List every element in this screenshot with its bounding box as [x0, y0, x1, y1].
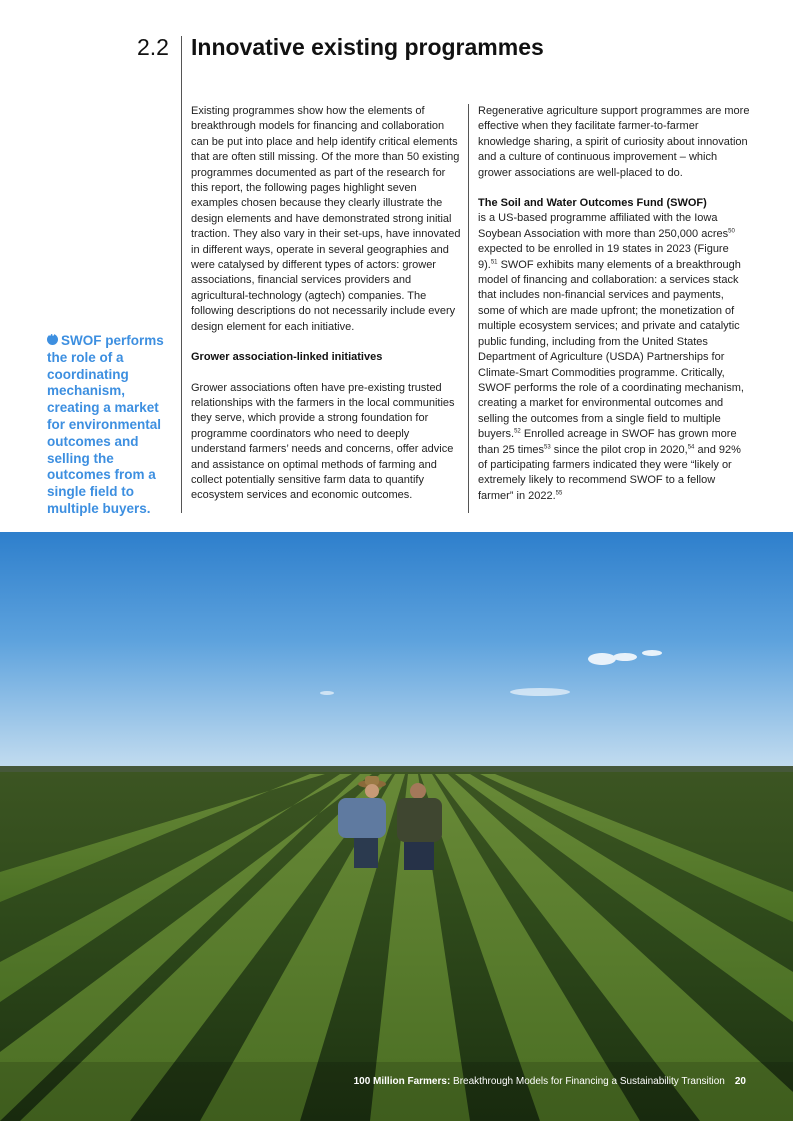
pull-quote — [47, 333, 169, 518]
footer-title: Breakthrough Models for Financing a Sustainability Transition — [450, 1076, 725, 1087]
body-column-2 — [478, 104, 750, 504]
footnote-ref[interactable]: 52 — [514, 428, 521, 435]
footnote-ref[interactable]: 51 — [490, 259, 498, 265]
regenerative-paragraph: Regenerative agriculture support programmes are more effective when they facilitate farmer-to-farmer knowledge sharing, a spirit of curiosity about innovation and a culture of continuous improvement – which grower associations are well-placed to do. — [478, 105, 750, 179]
body-column-1 — [191, 104, 461, 504]
section-number: 2.2 — [137, 34, 169, 60]
pull-quote-text: SWOF performs the role of a coordinating mechanism, creating a market for environmental outcomes and selling the outcomes from a single field to multiple buyers. — [47, 333, 164, 516]
page-number: 20 — [734, 1076, 746, 1087]
page-footer — [354, 1076, 746, 1087]
footnote-ref[interactable]: 53 — [544, 443, 551, 450]
footnote-ref[interactable]: 54 — [687, 443, 695, 450]
column-divider — [468, 104, 469, 513]
grower-association-paragraph: Grower associations often have pre-existing trusted relationships with the farmers in the local communities they serve, which provide a strong foundation for programme coordinators who need to deeply understand farmers’ needs and concerns, offer advice and assistance on optimal methods of farming and collect potentially sensitive farm data to quantify ecosystem services and economic outcomes. — [191, 381, 455, 502]
farm-field-photo — [0, 532, 793, 1121]
section-title: Innovative existing programmes — [191, 34, 544, 60]
footnote-ref[interactable]: 55 — [555, 490, 563, 497]
swof-paragraph: The Soil and Water Outcomes Fund (SWOF) is a US-based programme affiliated with the Iowa Soybean Association with more than 250,000 acres$^{50}$ expected to be enrolled in 19 states in 2023 (Figure 9).$^{51}$ SWOF exhibits many elements of a breakthrough model of financing and collaboration: a services stack that includes non-financial services and payments, some of which are made upfront; the monetization of multiple ecosystem services; and private and catalytic public funding, including from the United States Department of Agriculture (USDA) Partnerships for Climate-Smart Commodities programme. Critically, SWOF performs the role of a coordinating mechanism, creating a market for environmental outcomes and selling the outcomes from a single field to multiple buyers.$^{52}$ Enrolled acreage in SWOF has grown more than 25 times$^{53}$ since the pilot crop in 2020,54 and 92% of participating farmers indicated they were “likely or extremely likely to recommend SWOF to a fellow farmer” in 2022.55 — [478, 197, 744, 502]
swof-heading: The Soil and Water Outcomes Fund (SWOF) — [478, 197, 707, 210]
intro-paragraph: Existing programmes show how the elements of breakthrough models for financing and collaboration can be put into place and help identify critical elements that are often still missing. Of the more than 50 existing programmes documented as part of the research for this report, the following pages highlight seven examples chosen because they clearly illustrate the design elements and have demonstrated strong initial traction. They also vary in their set-ups, have innovated in different ways, operate in several geographies and were catalysed by different types of actors: grower associations, financial services providers and agricultural-technology (agtech) companies. The following descriptions do not necessarily include every design element for each initiative. — [191, 105, 461, 333]
section-divider — [181, 36, 182, 513]
subheading-grower-associations: Grower association-linked initiatives — [191, 351, 383, 364]
footnote-ref[interactable]: 50 — [728, 228, 735, 235]
footer-title-bold: 100 Million Farmers: — [353, 1076, 451, 1087]
quote-icon — [47, 334, 58, 345]
